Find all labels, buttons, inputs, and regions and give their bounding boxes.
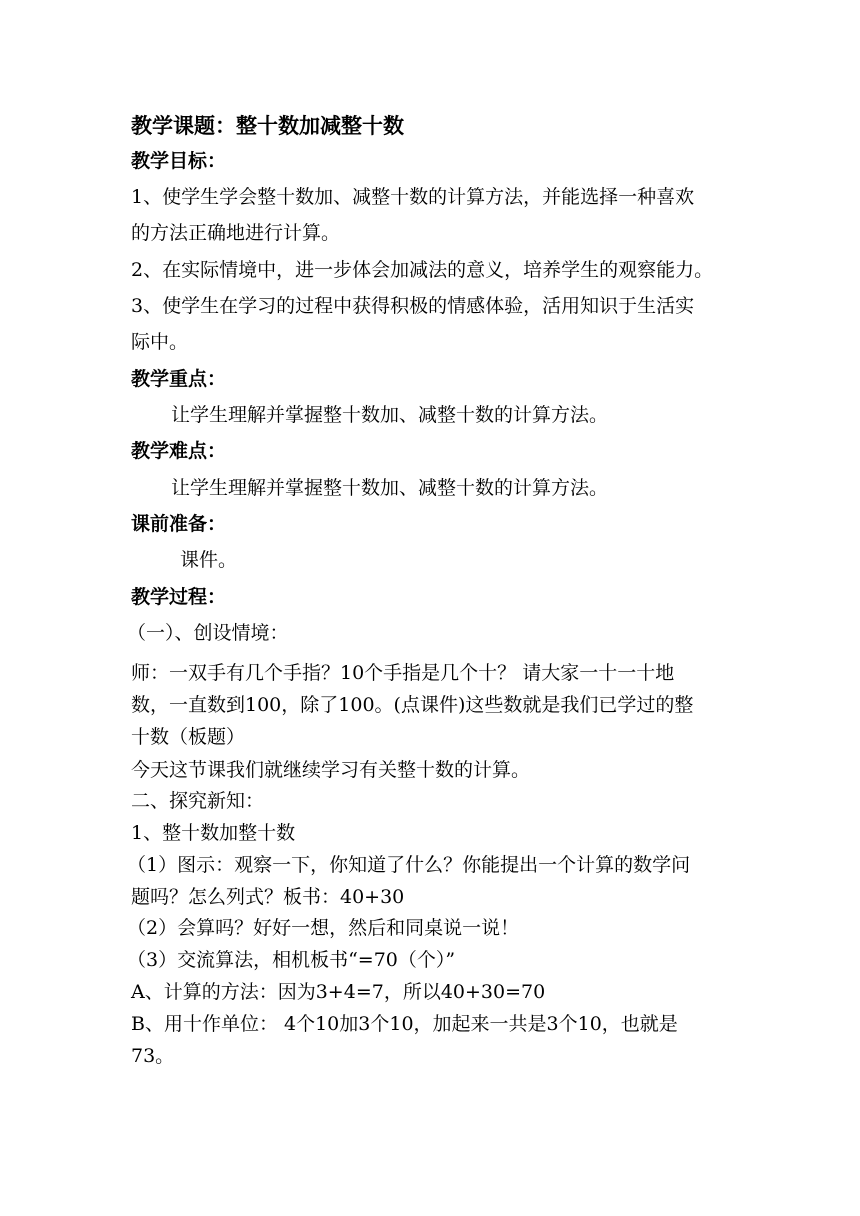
- difficulty-text: 让学生理解并掌握整十数加、减整十数的计算方法。: [171, 477, 609, 499]
- lesson-title: 教学课题：整十数加减整十数: [131, 114, 404, 138]
- today-line: 今天这节课我们就继续学习有关整十数的计算。: [131, 759, 531, 781]
- goal-3-line-2: 际中。: [131, 331, 189, 353]
- sub-1-heading: 1、整十数加整十数: [131, 822, 296, 844]
- method-b-line-1: B、用十作单位： 4个10加3个10，加起来一共是3个10，也就是: [131, 1013, 678, 1035]
- key-points-text: 让学生理解并掌握整十数加、减整十数的计算方法。: [171, 404, 609, 426]
- prep-heading: 课前准备：: [131, 513, 227, 535]
- goal-1-line-2: 的方法正确地进行计算。: [131, 222, 341, 244]
- method-a: A、计算的方法：因为3+4=7，所以40+30=70: [131, 981, 546, 1003]
- question-3: （3）交流算法，相机板书“=70（个）”: [127, 949, 456, 971]
- goal-1-line-1: 1、使学生学会整十数加、减整十数的计算方法，并能选择一种喜欢: [131, 186, 695, 208]
- step-2-heading: 二、探究新知：: [131, 790, 265, 812]
- teacher-line-3: 十数（板题）: [131, 726, 246, 748]
- goals-heading: 教学目标：: [131, 150, 227, 172]
- teacher-line-2: 数，一直数到100，除了100。(点课件)这些数就是我们已学过的整: [131, 694, 694, 716]
- goal-2: 2、在实际情境中，进一步体会加减法的意义，培养学生的观察能力。: [131, 259, 714, 281]
- teacher-line-1: 师：一双手有几个手指？10个手指是几个十？ 请大家一十一十地: [131, 662, 675, 684]
- question-1-line-1: （1）图示：观察一下，你知道了什么？你能提出一个计算的数学问: [127, 854, 691, 876]
- goal-3-line-1: 3、使学生在学习的过程中获得积极的情感体验，活用知识于生活实: [131, 295, 695, 317]
- process-heading: 教学过程：: [131, 586, 227, 608]
- question-2: （2）会算吗？好好一想，然后和同桌说一说！: [127, 917, 520, 939]
- prep-text: 课件。: [180, 549, 238, 571]
- step-1-heading: （一）、创设情境：: [127, 622, 289, 644]
- difficulty-heading: 教学难点：: [131, 440, 227, 462]
- method-b-line-2: 73。: [131, 1045, 175, 1067]
- key-points-heading: 教学重点：: [131, 368, 227, 390]
- question-1-line-2: 题吗？怎么列式？板书：40+30: [131, 886, 405, 908]
